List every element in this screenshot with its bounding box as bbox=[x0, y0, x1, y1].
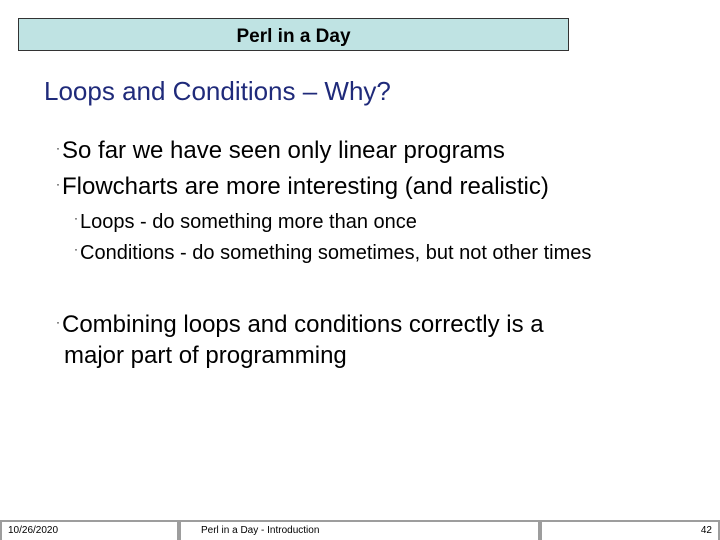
bullet-item bbox=[56, 132, 505, 167]
bullet-text: Combining loops and conditions correctly is a bbox=[62, 311, 544, 338]
header-banner bbox=[18, 18, 569, 51]
bullet-dot-icon: · bbox=[56, 315, 60, 329]
bullet-dot-icon: · bbox=[74, 242, 78, 256]
bullet-dot-icon: · bbox=[56, 141, 60, 155]
bullet-dot-icon: · bbox=[74, 211, 78, 225]
footer-center-cell bbox=[181, 522, 538, 540]
sub-bullet-text: Conditions - do something sometimes, but not other times bbox=[80, 242, 592, 264]
bullet-item bbox=[56, 168, 549, 203]
bullet-item bbox=[56, 306, 544, 341]
header-title: Perl in a Day bbox=[236, 26, 351, 47]
footer-date-cell bbox=[2, 522, 177, 540]
bullet-text: Flowcharts are more interesting (and realistic) bbox=[62, 173, 549, 200]
bullet-text: So far we have seen only linear programs bbox=[62, 137, 505, 164]
slide-title: Loops and Conditions – Why? bbox=[44, 76, 391, 106]
footer-page-cell bbox=[542, 522, 718, 540]
footer-bar bbox=[0, 520, 720, 540]
sub-bullet-item bbox=[74, 204, 417, 236]
sub-bullet-text: Loops - do something more than once bbox=[80, 211, 417, 233]
footer-center-text: Perl in a Day - Introduction bbox=[201, 525, 320, 536]
sub-bullet-item bbox=[74, 235, 591, 267]
footer-page-number: 42 bbox=[700, 525, 712, 536]
bullet-continuation: major part of programming bbox=[64, 342, 347, 369]
bullet-dot-icon: · bbox=[56, 177, 60, 191]
footer-date: 10/26/2020 bbox=[8, 525, 59, 536]
